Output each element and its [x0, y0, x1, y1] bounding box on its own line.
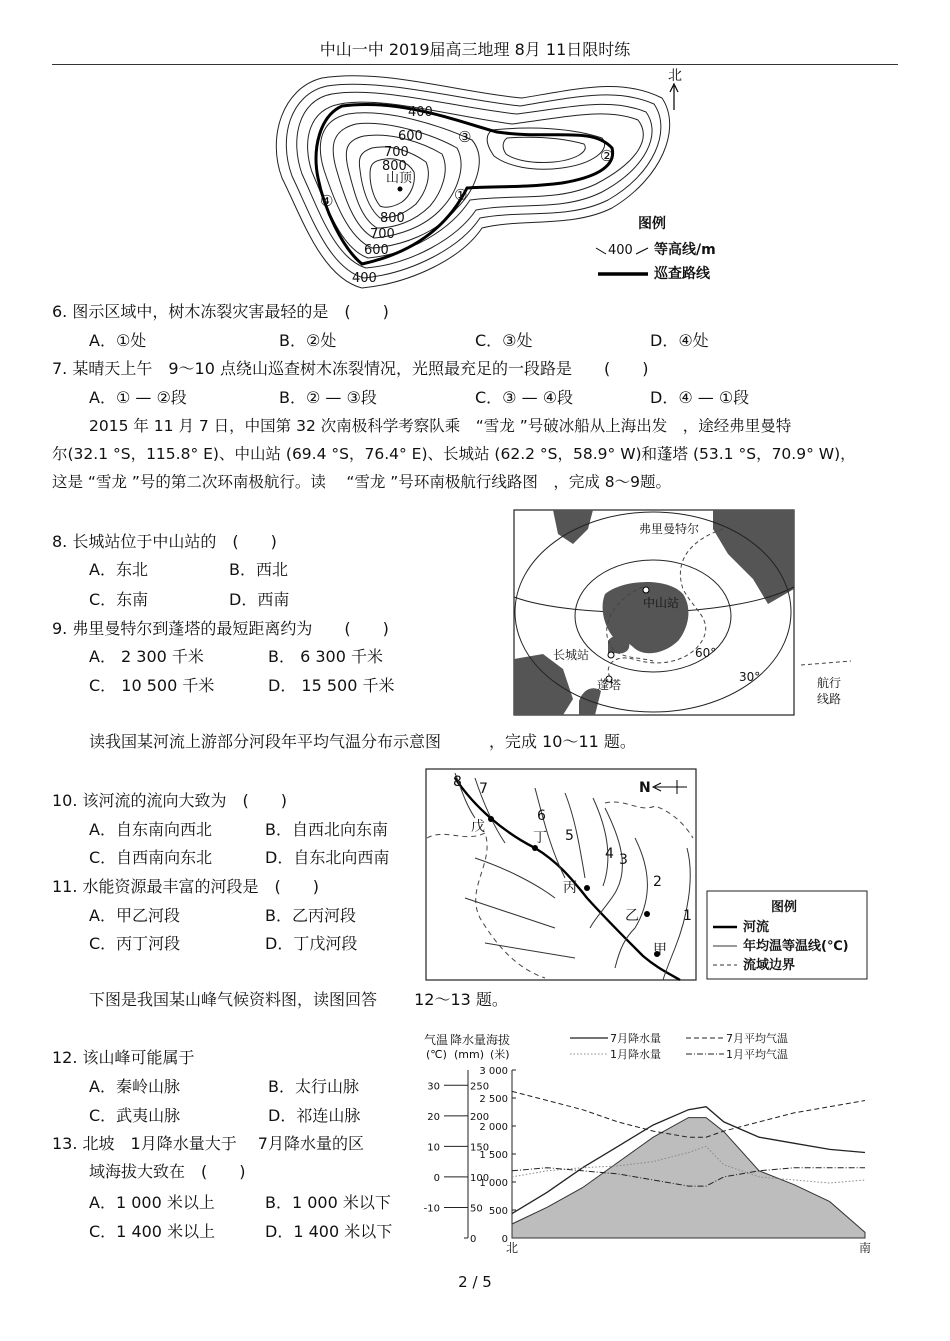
punta-label: 蓬塔: [597, 678, 622, 692]
bing-point-marker: [584, 885, 590, 891]
q10-stem: 10. 该河流的流向大致为 ( ): [52, 791, 288, 810]
x-label-south: 南: [858, 1241, 872, 1255]
axis-header-temp: 气温: [424, 1033, 449, 1047]
page-header: 中山一中 2019届高三地理 8月 11日限时练: [319, 40, 631, 59]
wu-point-marker: [488, 816, 494, 822]
river-isotherm-map: [425, 768, 869, 982]
q9-option-d[interactable]: D． 15 500 千米: [268, 676, 395, 695]
isotherm-label-8: 8: [453, 774, 462, 790]
q9-option-c[interactable]: C． 10 500 千米: [89, 676, 215, 695]
alt-tick-label: 3 000: [479, 1066, 508, 1077]
temp-tick-label: 0: [433, 1172, 440, 1184]
q13-stem-line2: 域海拔大致在 ( ): [89, 1162, 246, 1181]
axis-header-alt: 海拔: [486, 1033, 511, 1047]
para1-line1: 2015 年 11 月 7 日，中国第 32 次南极科学考察队乘 “雪龙 ”号破冰船从上海出发 ，途经弗里曼特: [89, 417, 792, 435]
temp-tick-label: 10: [427, 1142, 440, 1154]
q12-stem: 12. 该山峰可能属于: [52, 1048, 195, 1067]
yi-label: 乙: [625, 908, 639, 924]
precip-tick-label: 250: [470, 1081, 490, 1093]
legend2-line2: 线路: [817, 692, 842, 706]
isotherm-label-1: 1: [683, 908, 692, 924]
axis-header-precip: 降水量: [450, 1033, 487, 1047]
q13-option-d[interactable]: D．1 400 米以下: [265, 1222, 393, 1241]
wu-label: 戊: [471, 819, 485, 835]
lat-30-label: 30°: [739, 670, 761, 684]
fremantle-label: 弗里曼特尔: [639, 522, 700, 536]
point-1: ①: [454, 186, 468, 204]
north-label: 北: [668, 68, 682, 84]
q13-stem-line1: 13. 北坡 1月降水量大于 7月降水量的区: [52, 1134, 364, 1153]
q10-option-a[interactable]: A．自东南向西北: [89, 820, 212, 839]
alt-tick-label: 2 500: [479, 1094, 508, 1105]
peak-label: 山顶: [386, 171, 413, 186]
q12-option-d[interactable]: D．祁连山脉: [268, 1106, 361, 1125]
para1-line3: 这是 “雪龙 ”号的第二次环南极航行。读 “雪龙 ”号环南极航行线路图 ，完成 8～9题。: [52, 473, 671, 491]
jia-label: 甲: [653, 942, 667, 958]
legend-july-precip: 7月降水量: [610, 1032, 661, 1045]
isotherm-label-5: 5: [565, 828, 574, 844]
q12-option-b[interactable]: B．太行山脉: [268, 1077, 359, 1096]
q6-stem: 6. 图示区域中，树木冻裂灾害最轻的是 ( ): [52, 302, 389, 321]
changcheng-label: 长城站: [553, 648, 590, 662]
map3-legend-basin: 流域边界: [743, 958, 796, 973]
ding-label: 丁: [533, 830, 547, 846]
precip-tick-label: 200: [470, 1111, 490, 1123]
q12-option-a[interactable]: A．秦岭山脉: [89, 1077, 180, 1096]
legend2-line1: 航行: [817, 676, 842, 690]
peak-marker: [398, 187, 403, 192]
q10-option-d[interactable]: D．自东北向西南: [265, 848, 390, 867]
contour-label-700: 700: [384, 145, 409, 160]
map3-legend-river: 河流: [743, 920, 770, 935]
q11-option-c[interactable]: C．丙丁河段: [89, 934, 181, 953]
precip-tick-label: 100: [470, 1172, 490, 1184]
q6-option-b[interactable]: B．②处: [279, 331, 337, 350]
zhongshan-label: 中山站: [643, 596, 680, 610]
precip-tick-label: 150: [470, 1142, 490, 1154]
q7-stem: 7. 某晴天上午 9～10 点绕山巡查树木冻裂情况，光照最充足的一段路是 ( ): [52, 359, 649, 378]
alt-tick-label: 500: [488, 1206, 508, 1217]
alt-tick-label: 1 500: [479, 1150, 508, 1161]
precip-tick-label: 50: [470, 1203, 483, 1215]
q11-stem: 11. 水能资源最丰富的河段是 ( ): [52, 877, 320, 896]
alt-tick-label: 1 000: [479, 1178, 508, 1189]
contour-label-700b: 700: [370, 227, 395, 242]
lat-60-label: 60°: [695, 646, 717, 660]
isotherm-label-2: 2: [653, 874, 662, 890]
temp-tick-label: 30: [427, 1081, 440, 1093]
q13-option-a[interactable]: A．1 000 米以上: [89, 1193, 215, 1212]
axis-unit-precip: (mm): [454, 1048, 485, 1061]
q10-option-b[interactable]: B．自西北向东南: [265, 820, 388, 839]
elevation-profile-area: [512, 1118, 865, 1238]
q11-option-d[interactable]: D．丁戊河段: [265, 934, 358, 953]
point-3: ③: [458, 128, 472, 146]
q8-option-c[interactable]: C．东南: [89, 590, 149, 609]
legend1-contour-val: 400: [608, 243, 633, 258]
mountain-climate-chart: [420, 1030, 880, 1255]
changcheng-station-marker: [608, 652, 614, 658]
contour-map: [262, 68, 722, 290]
q9-option-a[interactable]: A． 2 300 千米: [89, 647, 204, 666]
isotherm-label-3: 3: [619, 852, 628, 868]
temp-tick-label: 20: [427, 1111, 440, 1123]
contour-label-400b: 400: [352, 271, 377, 286]
q6-option-d[interactable]: D．④处: [650, 331, 709, 350]
q8-option-a[interactable]: A．东北: [89, 560, 148, 579]
q13-option-b[interactable]: B．1 000 米以下: [265, 1193, 391, 1212]
para2: 读我国某河流上游部分河段年平均气温分布示意图 ，完成 10～11 题。: [89, 732, 636, 751]
contour-label-600b: 600: [364, 243, 389, 258]
contour-label-400: 400: [408, 105, 433, 120]
point-2: ②: [600, 147, 614, 165]
point-4: ④: [320, 192, 334, 210]
alt-tick-label: 2 000: [479, 1122, 508, 1133]
x-label-north: 北: [505, 1241, 519, 1255]
q7-option-a[interactable]: A．① — ②段: [89, 388, 187, 407]
para1-line2: 尔(32.1 °S，115.8° E)、中山站 (69.4 °S，76.4° E)、长城站 (62.2 °S，58.9° W)和蓬塔 (53.1 °S，70.9° W)，: [52, 445, 856, 463]
legend2-route-line: [801, 661, 851, 665]
axis-unit-alt: (米): [490, 1048, 510, 1061]
q9-stem: 9. 弗里曼特尔到蓬塔的最短距离约为 ( ): [52, 619, 389, 638]
q7-option-b[interactable]: B．② — ③段: [279, 388, 377, 407]
isotherm-label-4: 4: [605, 846, 614, 862]
q13-option-c[interactable]: C．1 400 米以上: [89, 1222, 216, 1241]
q7-option-c[interactable]: C．③ — ④段: [475, 388, 574, 407]
q7-option-d[interactable]: D．④ — ①段: [650, 388, 750, 407]
legend1-route: 巡查路线: [654, 266, 710, 282]
q9-option-b[interactable]: B． 6 300 千米: [268, 647, 383, 666]
legend1-contour: 等高线/m: [654, 242, 716, 258]
legend-july-temp: 7月平均气温: [726, 1032, 788, 1045]
temp-tick-label: -10: [423, 1203, 440, 1215]
q11-option-a[interactable]: A．甲乙河段: [89, 906, 180, 925]
zhongshan-station-marker: [643, 587, 649, 593]
q12-option-c[interactable]: C．武夷山脉: [89, 1106, 181, 1125]
isotherm-label-6: 6: [537, 808, 546, 824]
q11-option-b[interactable]: B．乙丙河段: [265, 906, 356, 925]
q8-option-b[interactable]: B．西北: [229, 560, 288, 579]
bing-label: 丙: [563, 880, 577, 896]
axis-unit-temp: (℃): [426, 1048, 447, 1061]
contour-label-600: 600: [398, 129, 423, 144]
q6-option-c[interactable]: C．③处: [475, 331, 533, 350]
q6-option-a[interactable]: A．①处: [89, 331, 147, 350]
legend1-title: 图例: [638, 216, 666, 232]
precip-tick-label: 0: [470, 1234, 477, 1245]
contour-label-800b: 800: [380, 211, 405, 226]
isotherm-label-7: 7: [479, 781, 488, 797]
legend-jan-precip: 1月降水量: [610, 1048, 661, 1061]
alt-tick-label: 0: [501, 1234, 508, 1245]
q8-option-d[interactable]: D．西南: [229, 590, 290, 609]
q10-option-c[interactable]: C．自西南向东北: [89, 848, 213, 867]
map3-legend-title: 图例: [771, 900, 798, 915]
yi-point-marker: [644, 911, 650, 917]
para3: 下图是我国某山峰气候资料图，读图回答 12～13 题。: [89, 990, 508, 1009]
q8-stem: 8. 长城站位于中山站的 ( ): [52, 532, 277, 551]
legend-jan-temp: 1月平均气温: [726, 1048, 788, 1061]
contour-label-800: 800: [382, 159, 407, 174]
map3-legend-isotherm: 年均温等温线(℃): [743, 939, 849, 954]
header-rule: [52, 64, 898, 65]
map3-north-label: N: [639, 780, 651, 796]
antarctic-route-map: [513, 509, 857, 717]
page-footer: 2 / 5: [458, 1273, 492, 1291]
